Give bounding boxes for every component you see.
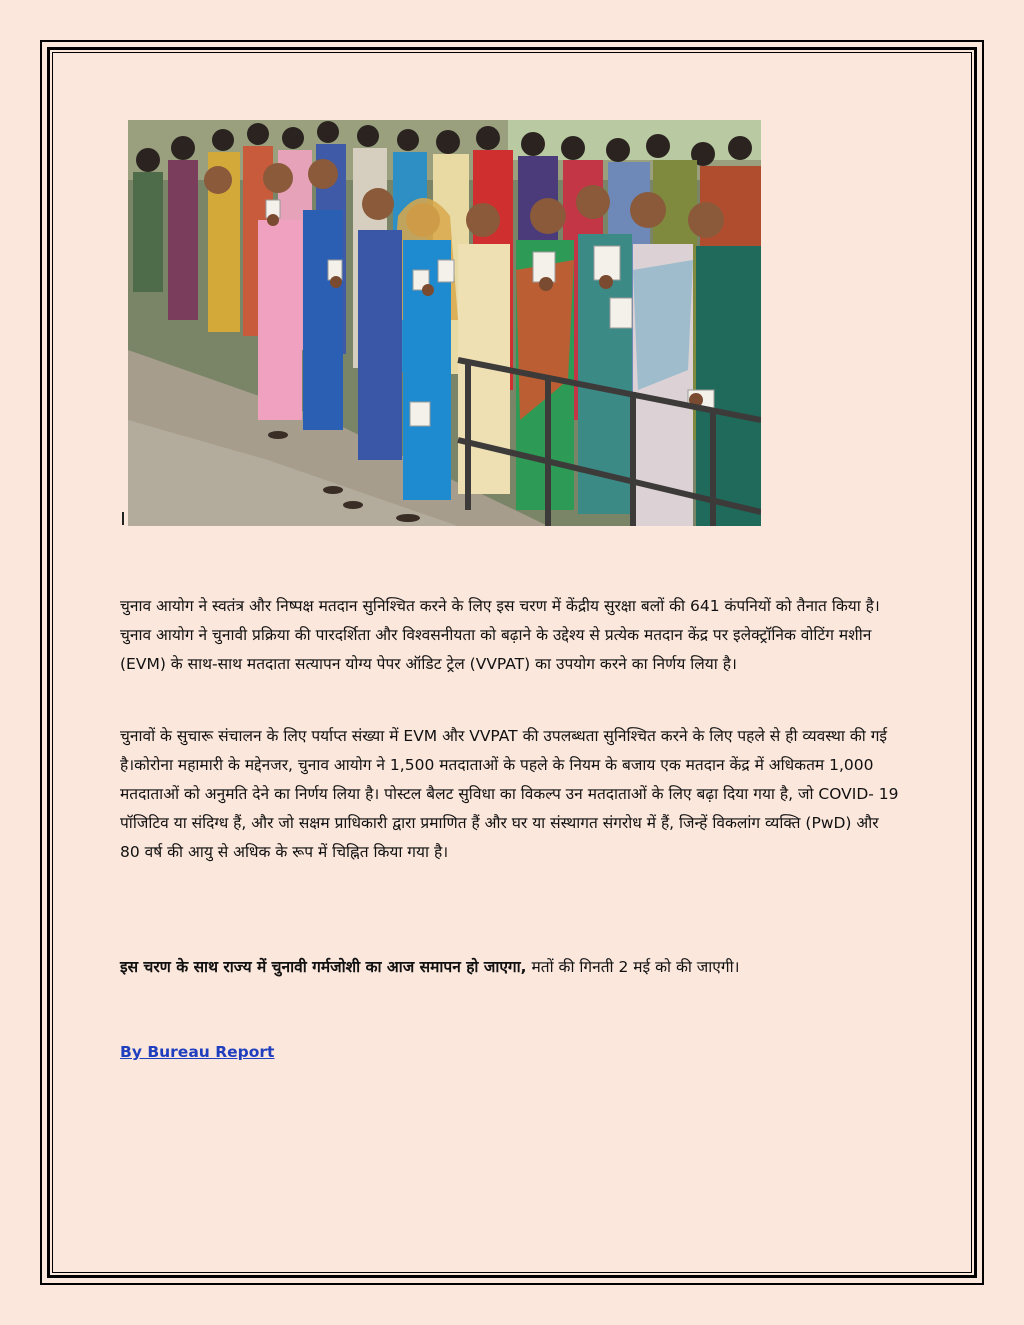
article-paragraph-2: चुनावों के सुचारू संचालन के लिए पर्याप्त संख्या में EVM और VVPAT की उपलब्धता सुनिश्चित करने के लिए पहले से ही व्यवस्था की गई है।कोरोना महामारी के मद्देनजर, चुनाव आयोग ने 1,500 मतदाताओं के पहले के नियम के बजाय एक मतदान केंद्र में अधिकतम 1,000 मतदाताओं को अनुमति देने का निर्णय लिया है। पोस्टल बैलट सुविधा का विकल्प उन मतदाताओं के लिए बढ़ा दिया गया है, जो COVID- 19 पॉजिटिव या संदिग्ध हैं, और जो सक्षम प्राधिकारी द्वारा प्रमाणित हैं और घर या संस्थागत संगरोध में हैं, जिन्हें विकलांग व्यक्ति (PwD) और 80 वर्ष की आयु से अधिक के रूप में चिह्नित किया गया है। xyxy=(120,727,899,861)
byline-link[interactable]: By Bureau Report xyxy=(120,1043,275,1061)
closing-bold-text: इस चरण के साथ राज्य में चुनावी गर्मजोशी का आज समापन हो जाएगा, xyxy=(120,958,527,976)
article-closing-paragraph xyxy=(120,953,902,982)
article-paragraph-1: चुनाव आयोग ने स्वतंत्र और निष्पक्ष मतदान सुनिश्चित करने के लिए इस चरण में केंद्रीय सुरक्षा बलों की 641 कंपनियों को तैनात किया है। चुनाव आयोग ने चुनावी प्रक्रिया की पारदर्शिता और विश्वसनीयता को बढ़ाने के उद्देश्य से प्रत्येक मतदान केंद्र पर इलेक्ट्रॉनिक वोटिंग मशीन (EVM) के साथ-साथ मतदाता सत्यापन योग्य पेपर ऑडिट ट्रेल (VVPAT) का उपयोग करने का निर्णय लिया है। xyxy=(120,597,880,673)
text-cursor xyxy=(122,512,124,525)
voters-queue-photo xyxy=(128,120,761,526)
closing-regular-text: मतों की गिनती 2 मई को की जाएगी। xyxy=(526,958,740,976)
